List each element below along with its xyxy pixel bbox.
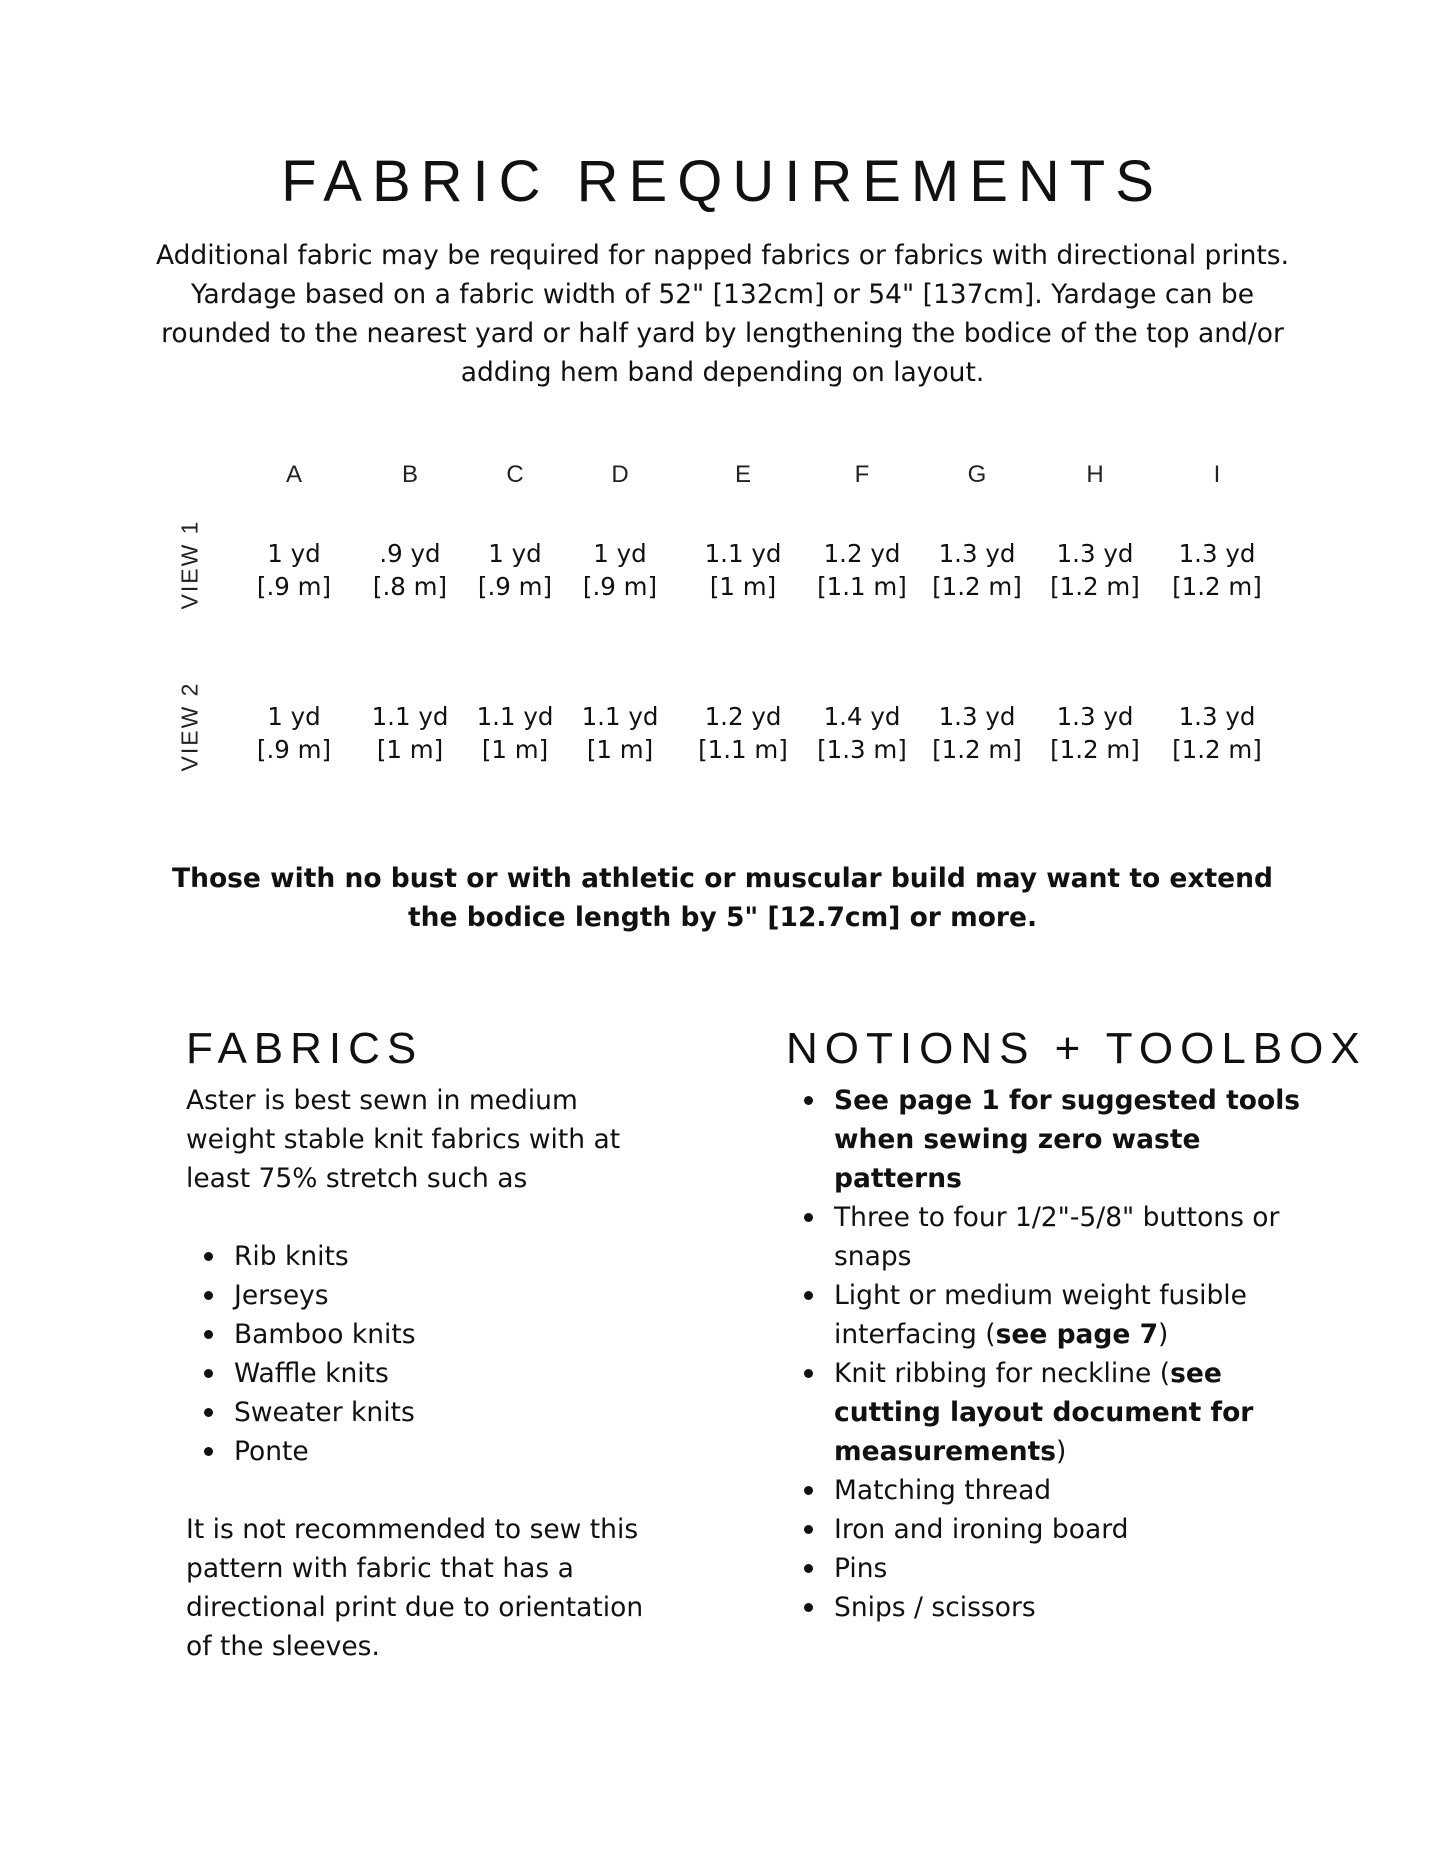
yardage-meters: [.8 m]: [372, 572, 448, 601]
yardage-cell: [550, 537, 690, 603]
yardage-cell: [550, 700, 690, 766]
notion-text: Snips / scissors: [834, 1592, 1036, 1623]
intro-paragraph: Additional fabric may be required for napped fabrics or fabrics with directional prints. Yardage based on a fabric width of 52" [132cm] or 54" [137cm]. Yardage can be rounded to the nearest yard or half yard by lengthening the bodice of the top and/or adding hem band depending on layout.: [155, 240, 1290, 388]
yardage-yards: 1.3 yd: [938, 702, 1016, 731]
notion-text: Matching thread: [834, 1475, 1052, 1506]
notion-list-item: [786, 1588, 1306, 1627]
yardage-yards: 1 yd: [593, 539, 647, 568]
yardage-yards: 1.2 yd: [823, 539, 901, 568]
yardage-yards: 1.2 yd: [704, 702, 782, 731]
yardage-meters: [1 m]: [586, 735, 654, 764]
yardage-cell: [1025, 537, 1165, 603]
fabrics-outro: It is not recommended to sew this pattern with fabric that has a directional print due to orientation of the sleeves.: [186, 1514, 644, 1662]
size-header: E: [734, 461, 751, 488]
size-header: H: [1086, 461, 1104, 488]
yardage-cell: [1147, 700, 1287, 766]
notion-bold-text: See page 1 for suggested tools when sewing zero waste patterns: [834, 1085, 1301, 1194]
yardage-meters: [1 m]: [481, 735, 549, 764]
yardage-yards: 1.3 yd: [1178, 702, 1256, 731]
fabric-list-item: Bamboo knits: [186, 1315, 666, 1354]
yardage-yards: 1.3 yd: [1056, 539, 1134, 568]
fabrics-heading: FABRICS: [186, 1024, 424, 1073]
notion-list-item: [786, 1198, 1306, 1276]
yardage-yards: 1 yd: [267, 702, 321, 731]
yardage-meters: [1.2 m]: [1050, 572, 1140, 601]
size-header: A: [285, 461, 302, 488]
yardage-meters: [1 m]: [376, 735, 444, 764]
yardage-yards: 1.3 yd: [1178, 539, 1256, 568]
notion-text: Knit ribbing for neckline (: [834, 1358, 1171, 1389]
yardage-yards: .9 yd: [379, 539, 441, 568]
yardage-meters: [1.1 m]: [698, 735, 788, 764]
notion-text: Pins: [834, 1553, 888, 1584]
notion-text: ): [1158, 1319, 1169, 1350]
view-label: VIEW 1: [176, 519, 203, 610]
yardage-meters: [.9 m]: [582, 572, 658, 601]
size-header: C: [506, 461, 524, 488]
yardage-yards: 1.4 yd: [823, 702, 901, 731]
notion-list-item: [786, 1510, 1306, 1549]
notion-bold-text: see page 7: [995, 1319, 1159, 1350]
fabrics-intro: Aster is best sewn in medium weight stable knit fabrics with at least 75% stretch such as: [186, 1085, 621, 1194]
yardage-yards: 1.3 yd: [1056, 702, 1134, 731]
notions-section: [786, 1081, 1306, 1627]
yardage-meters: [.9 m]: [256, 735, 332, 764]
yardage-cell: [1147, 537, 1287, 603]
yardage-meters: [1.2 m]: [1172, 572, 1262, 601]
notion-text: ): [1056, 1436, 1067, 1467]
yardage-yards: 1.3 yd: [938, 539, 1016, 568]
size-header: G: [967, 461, 987, 488]
notion-list-item: [786, 1549, 1306, 1588]
notion-text: Light or medium weight fusible interfacing (: [834, 1280, 1247, 1350]
yardage-meters: [1.2 m]: [1172, 735, 1262, 764]
yardage-meters: [.9 m]: [477, 572, 553, 601]
view-label: VIEW 2: [176, 681, 203, 772]
notion-text: Iron and ironing board: [834, 1514, 1129, 1545]
size-header: I: [1213, 461, 1221, 488]
notion-text: Three to four 1/2"-5/8" buttons or snaps: [834, 1202, 1280, 1272]
yardage-meters: [1.2 m]: [932, 572, 1022, 601]
notion-list-item: [786, 1276, 1306, 1354]
yardage-yards: 1 yd: [267, 539, 321, 568]
yardage-meters: [.9 m]: [256, 572, 332, 601]
yardage-cell: [1025, 700, 1165, 766]
yardage-meters: [1.2 m]: [932, 735, 1022, 764]
size-header: D: [611, 461, 629, 488]
page-title: FABRIC REQUIREMENTS: [281, 149, 1164, 214]
fabric-list-item: Waffle knits: [186, 1354, 666, 1393]
notion-list-item: [786, 1354, 1306, 1471]
yardage-yards: 1.1 yd: [581, 702, 659, 731]
notions-list: [786, 1081, 1306, 1627]
yardage-meters: [1 m]: [709, 572, 777, 601]
yardage-yards: 1 yd: [488, 539, 542, 568]
yardage-meters: [1.1 m]: [817, 572, 907, 601]
fabrics-section: [186, 1081, 666, 1666]
notions-heading: NOTIONS + TOOLBOX: [786, 1024, 1367, 1073]
size-header: B: [401, 461, 418, 488]
notion-list-item: [786, 1081, 1306, 1198]
yardage-yards: 1.1 yd: [371, 702, 449, 731]
yardage-yards: 1.1 yd: [704, 539, 782, 568]
fabrics-list: [186, 1237, 666, 1471]
fabric-list-item: Rib knits: [186, 1237, 666, 1276]
notion-list-item: [786, 1471, 1306, 1510]
yardage-meters: [1.2 m]: [1050, 735, 1140, 764]
yardage-yards: 1.1 yd: [476, 702, 554, 731]
yardage-meters: [1.3 m]: [817, 735, 907, 764]
fabric-list-item: Jerseys: [186, 1276, 666, 1315]
size-header: F: [854, 461, 870, 488]
fabric-list-item: Sweater knits: [186, 1393, 666, 1432]
fabric-list-item: Ponte: [186, 1432, 666, 1471]
notion-bold-text: see cutting layout document for measurements: [834, 1358, 1254, 1467]
bodice-note: Those with no bust or with athletic or muscular build may want to extend the bodice length by 5" [12.7cm] or more.: [172, 863, 1273, 933]
